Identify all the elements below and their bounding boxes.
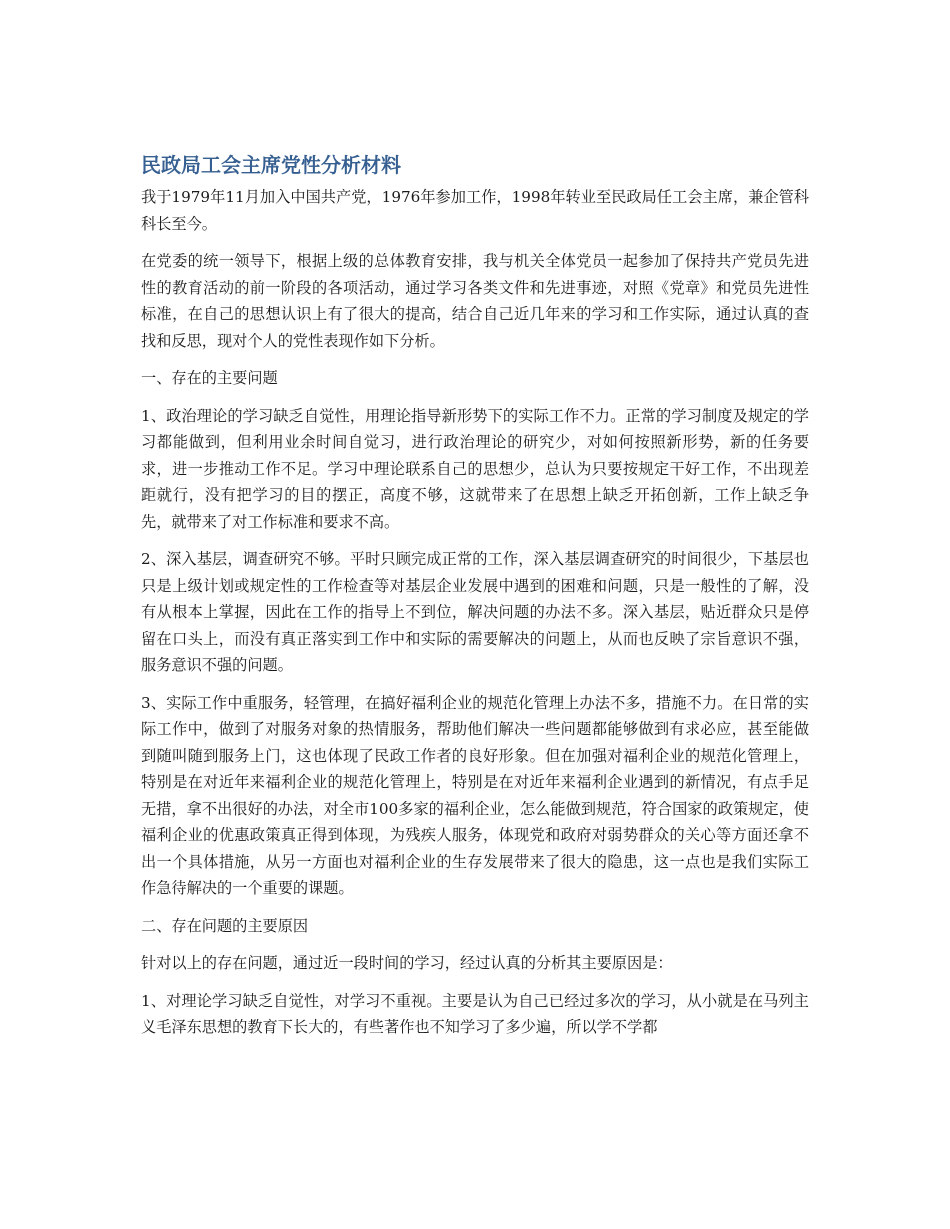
section-heading-causes: 二、存在问题的主要原因: [141, 916, 309, 935]
paragraph-causes-intro: 针对以上的存在问题，通过近一段时间的学习，经过认真的分析其主要原因是：: [141, 954, 673, 972]
document-title: 民政局工会主席党性分析材料: [141, 153, 401, 177]
paragraph-problem-2: 2、深入基层，调查研究不够。平时只顾完成正常的工作，深入基层调查研究的时间很少，下基层也只是上级计划或规定性的工作检查等对基层企业发展中遇到的困难和问题，只是一般性的了解，没有从根本上掌握，因此在工作的指导上不到位，解决问题的办法不多。深入基层，贴近群众只是停留在口头上，而没有真正落实到工作中和实际的需要解决的问题上，从而也反映了宗旨意识不强，服务意识不强的问题。: [141, 550, 809, 674]
paragraph-problem-3: 3、实际工作中重服务，轻管理，在搞好福利企业的规范化管理上办法不多，措施不力。在日常的实际工作中，做到了对服务对象的热情服务，帮助他们解决一些问题都能够做到有求必应，甚至能做到随叫随到服务上门，这也体现了民政工作者的良好形象。但在加强对福利企业的规范化管理上，特别是在对近年来福利企业的规范化管理上，特别是在对近年来福利企业遇到的新情况，有点手足无措，拿不出很好的办法，对全市100多家的福利企业，怎么能做到规范，符合国家的政策规定，使福利企业的优惠政策真正得到体现，为残疾人服务，体现党和政府对弱势群众的关心等方面还拿不出一个具体措施，从另一方面也对福利企业的生存发展带来了很大的隐患，这一点也是我们实际工作急待解决的一个重要的课题。: [141, 693, 809, 897]
paragraph-cause-1: 1、对理论学习缺乏自觉性，对学习不重视。主要是认为自己已经过多次的学习，从小就是在马列主义毛泽东思想的教育下长大的，有些著作也不知学习了多少遍，所以学不学都: [141, 991, 809, 1036]
paragraph-problem-1: 1、政治理论的学习缺乏自觉性，用理论指导新形势下的实际工作不力。正常的学习制度及规定的学习都能做到，但利用业余时间自觉习，进行政治理论的研究少，对如何按照新形势，新的任务要求，进一步推动工作不足。学习中理论联系自己的思想少，总认为只要按规定干好工作，不出现差距就行，没有把学习的目的摆正，高度不够，这就带来了在思想上缺乏开拓创新，工作上缺乏争先，就带来了对工作标准和要求不高。: [141, 406, 809, 531]
paragraph-intro: 我于1979年11月加入中国共产党，1976年参加工作，1998年转业至民政局任工会主席，兼企管科科长至今。: [141, 188, 809, 233]
document-page: [141, 150, 809, 1052]
section-heading-problems: 一、存在的主要问题: [141, 369, 278, 387]
paragraph-background: 在党委的统一领导下，根据上级的总体教育安排，我与机关全体党员一起参加了保持共产党员先进性的教育活动的前一阶段的各项活动，通过学习各类文件和先进事迹，对照《党章》和党员先进性标准，在自己的思想认识上有了很大的提高，结合自己近几年来的学习和工作实际，通过认真的查找和反思，现对个人的党性表现作如下分析。: [141, 252, 809, 350]
